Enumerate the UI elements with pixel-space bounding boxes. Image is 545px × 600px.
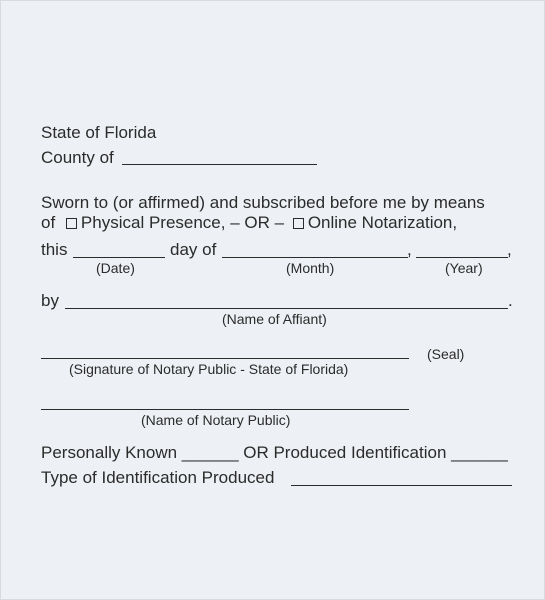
- date-blank: [73, 257, 165, 258]
- type-of-id-label: Type of Identification Produced: [41, 468, 275, 487]
- type-of-id-blank: [291, 485, 512, 486]
- sworn-statement: Sworn to (or affirmed) and subscribed before me by means: [41, 193, 485, 212]
- this-label: this: [41, 240, 68, 259]
- presence-line: [41, 213, 457, 233]
- online-notarization-label: Online Notarization,: [307, 213, 458, 232]
- physical-presence-checkbox[interactable]: [66, 218, 77, 229]
- seal-label: (Seal): [427, 346, 465, 362]
- comma-after-month: ,: [407, 240, 412, 259]
- county-blank: [122, 164, 317, 165]
- by-label: by: [41, 291, 59, 310]
- year-blank: [416, 257, 508, 258]
- month-caption: (Month): [286, 260, 335, 276]
- date-caption: (Date): [96, 260, 135, 276]
- personally-known-line: Personally Known ______ OR Produced Identification ______: [41, 443, 508, 462]
- period: .: [508, 291, 513, 310]
- notary-name-caption: (Name of Notary Public): [141, 412, 291, 428]
- of-label: of: [41, 213, 56, 232]
- notary-name-blank: [41, 409, 409, 410]
- physical-presence-label: Physical Presence, – OR –: [80, 213, 285, 232]
- year-caption: (Year): [445, 260, 483, 276]
- online-notarization-checkbox[interactable]: [293, 218, 304, 229]
- state-line: State of Florida: [41, 123, 157, 142]
- month-blank: [222, 257, 408, 258]
- affiant-caption: (Name of Affiant): [222, 311, 327, 327]
- signature-caption: (Signature of Notary Public - State of Florida): [69, 361, 349, 377]
- signature-blank: [41, 358, 409, 359]
- comma-after-year: ,: [507, 240, 512, 259]
- day-of-label: day of: [170, 240, 217, 259]
- affiant-blank: [65, 308, 508, 309]
- county-label: County of: [41, 148, 114, 167]
